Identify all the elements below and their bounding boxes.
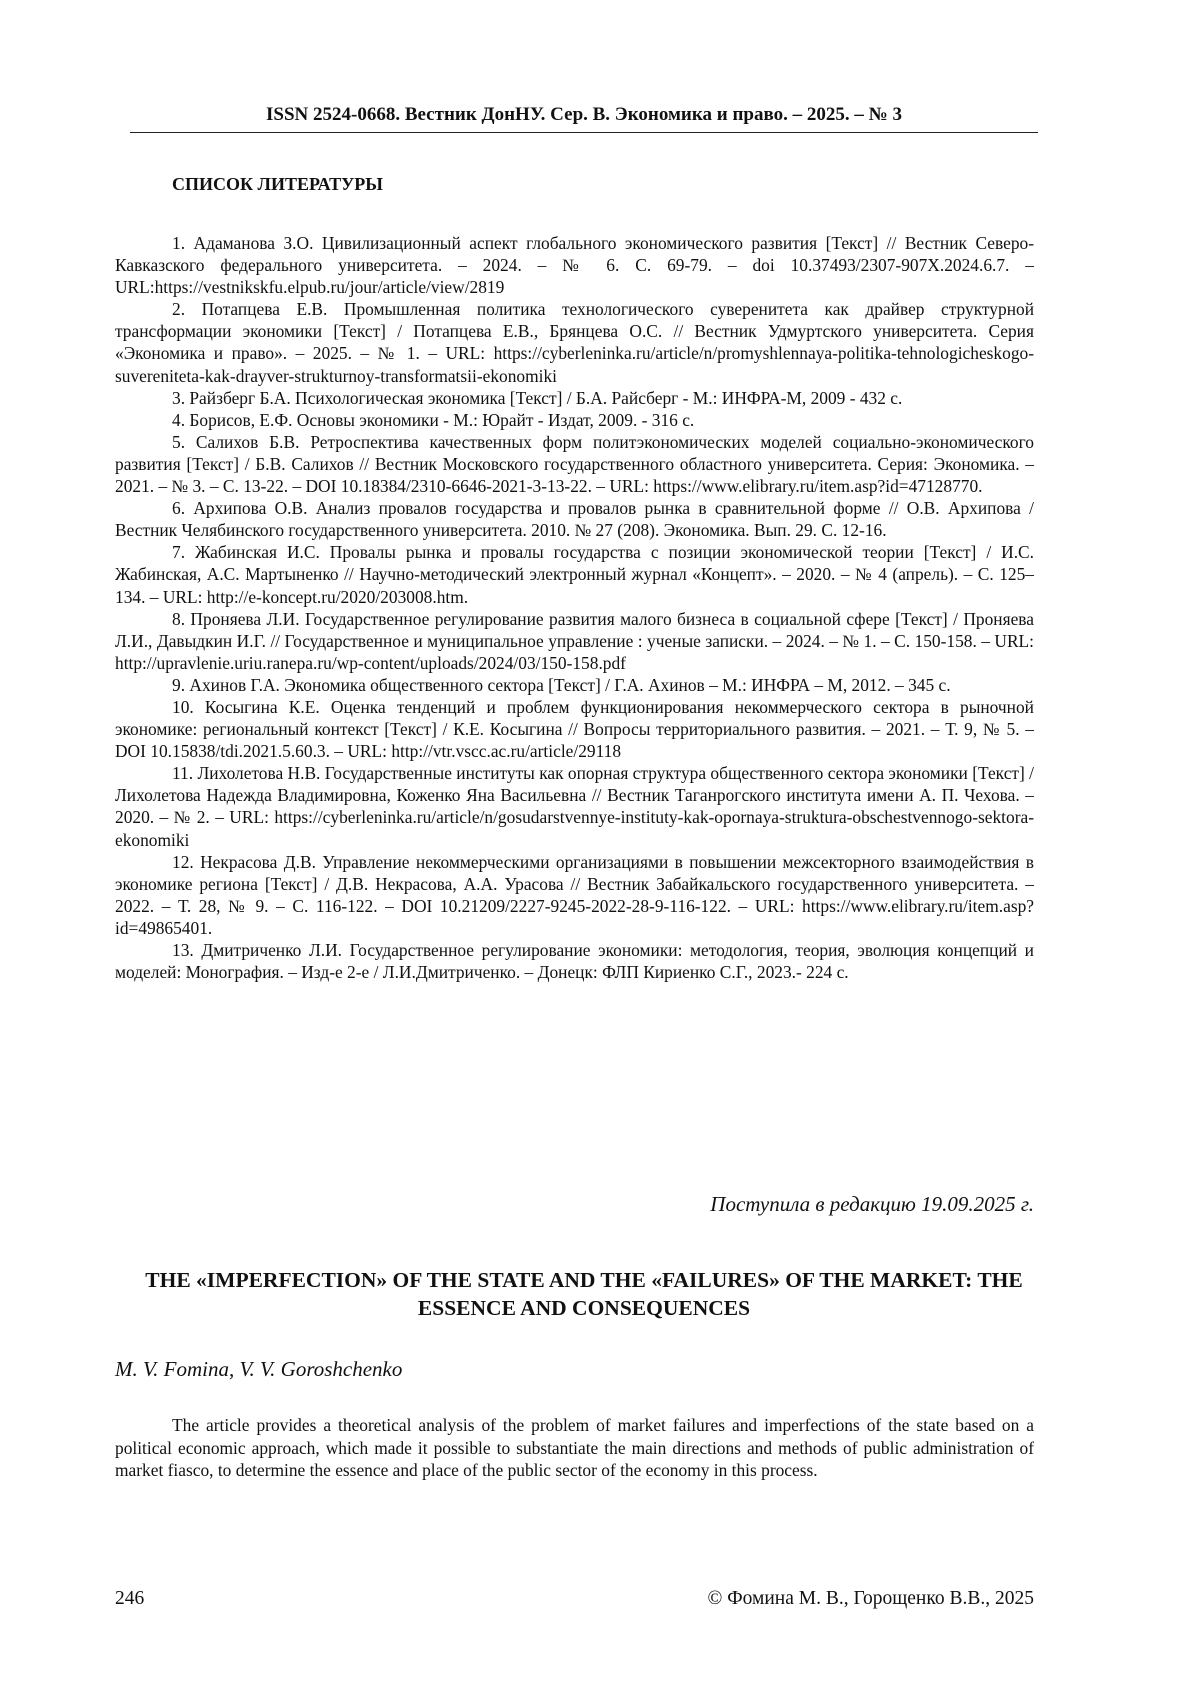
header-divider: [130, 132, 1038, 133]
reference-item-4: 4. Борисов, Е.Ф. Основы экономики - М.: Юрайт - Издат, 2009. - 316 с.: [172, 409, 695, 430]
reference-item-1: 1. Адаманова З.О. Цивилизационный аспект глобального экономического развития [Текст] // Вестник Северо-Кавказского федерального университета. – 2024. – № 6. С. 69-79. – doi 10.37493/2307-907X.2024.6.7. – URL:https://vestnikskfu.elpub.ru/jour/article/view/2819: [115, 233, 1034, 298]
reference-item-11: 11. Лихолетова Н.В. Государственные институты как опорная структура общественного сектора экономики [Текст] / Лихолетова Надежда Владимировна, Коженко Яна Васильевна // Вестник Таганрогского института имени А. П. Чехова. – 2020. – № 2. – URL: https://cyberleninka.ru/article/n/gosudarstvennye-instituty-kak-opornaya-struktura-obschestvennogo-sektora-ekonomiki: [115, 763, 1034, 850]
reference-item-7: 7. Жабинская И.С. Провалы рынка и провалы государства с позиции экономической теории [Текст] / И.С. Жабинская, А.С. Мартыненко // Научно-методический электронный журнал «Концепт». – 2020. – № 4 (апрель). – С. 125–134. – URL: http://e-koncept.ru/2020/203008.htm.: [115, 542, 1034, 607]
reference-item-6: 6. Архипова О.В. Анализ провалов государства и провалов рынка в сравнительной форме // О.В. Архипова / Вестник Челябинского государственного университета. 2010. № 27 (208). Экономика. Вып. 29. С. 12-16.: [115, 498, 1034, 541]
reference-item-5: 5. Салихов Б.В. Ретроспектива качественных форм политэкономических моделей социально-экономического развития [Текст] / Б.В. Салихов // Вестник Московского государственного областного университета. Серия: Экономика. – 2021. – № 3. – С. 13-22. – DOI 10.18384/2310-6646-2021-3-13-22. – URL: https://www.elibrary.ru/item.asp?id=47128770.: [115, 431, 1034, 497]
reference-item-13: 13. Дмитриченко Л.И. Государственное регулирование экономики: методология, теория, эволюция концепций и моделей: Монография. – Изд-е 2-е / Л.И.Дмитриченко. – Донецк: ФЛП Кириенко С.Г., 2023.- 224 с.: [115, 940, 1034, 983]
english-abstract: The article provides a theoretical analysis of the problem of market failures and imperfections of the state based on a political economic approach, which made it possible to substantiate the main directions and methods of public administration of market fiasco, to determine the essence and place of the public sector of the economy in this process.: [115, 1415, 1034, 1480]
reference-list: [115, 232, 1034, 983]
english-article-title: THE «IMPERFECTION» OF THE STATE AND THE «FAILURES» OF THE MARKET: THE ESSENCE AND CONSEQUENCES: [145, 1268, 1023, 1320]
references-heading: СПИСОК ЛИТЕРАТУРЫ: [172, 174, 383, 194]
reference-item-10: 10. Косыгина К.Е. Оценка тенденций и проблем функционирования некоммерческого сектора в рыночной экономике: региональный контекст [Текст] / К.Е. Косыгина // Вопросы территориального развития. – 2021. – Т. 9, № 5. – DOI 10.15838/tdi.2021.5.60.3. – URL: http://vtr.vscc.ac.ru/article/29118: [115, 696, 1034, 762]
english-article-authors: M. V. Fomina, V. V. Goroshchenko: [115, 1357, 403, 1381]
received-date-note: Поступила в редакцию 19.09.2025 г.: [710, 1192, 1034, 1216]
copyright-line: © Фомина М. В., Горощенко В.В., 2025: [707, 1588, 1034, 1609]
reference-item-3: 3. Райзберг Б.А. Психологическая экономика [Текст] / Б.А. Райсберг - М.: ИНФРА-М, 2009 - 432 с.: [172, 387, 903, 408]
reference-item-12: 12. Некрасова Д.В. Управление некоммерческими организациями в повышении межсекторного взаимодействия в экономике региона [Текст] / Д.В. Некрасова, А.А. Урасова // Вестник Забайкальского государственного университета. – 2022. – Т. 28, № 9. – С. 116-122. – DOI 10.21209/2227-9245-2022-28-9-116-122. – URL: https://www.elibrary.ru/item.asp?id=49865401.: [115, 851, 1034, 938]
page-number: 246: [115, 1588, 145, 1609]
reference-item-9: 9. Ахинов Г.А. Экономика общественного сектора [Текст] / Г.А. Ахинов – М.: ИНФРА – М, 2012. – 345 с.: [172, 674, 951, 695]
reference-item-2: 2. Потапцева Е.В. Промышленная политика технологического суверенитета как драйвер структурной трансформации экономики [Текст] / Потапцева Е.В., Брянцева О.С. // Вестник Удмуртского университета. Серия «Экономика и право». – 2025. – № 1. – URL: https://cyberleninka.ru/article/n/promyshlennaya-politika-tehnologicheskogo-suvereniteta-kak-drayver-strukturnoy-transformatsii-ekonomiki: [115, 299, 1034, 386]
journal-header: ISSN 2524-0668. Вестник ДонНУ. Сер. В. Экономика и право. – 2025. – № 3: [266, 104, 902, 125]
reference-item-8: 8. Проняева Л.И. Государственное регулирование развития малого бизнеса в социальной сфере [Текст] / Проняева Л.И., Давыдкин И.Г. // Государственное и муниципальное управление : ученые записки. – 2024. – № 1. – С. 150-158. – URL: http://upravlenie.uriu.ranepa.ru/wp-content/uploads/2024/03/150-158.pdf: [115, 608, 1034, 673]
